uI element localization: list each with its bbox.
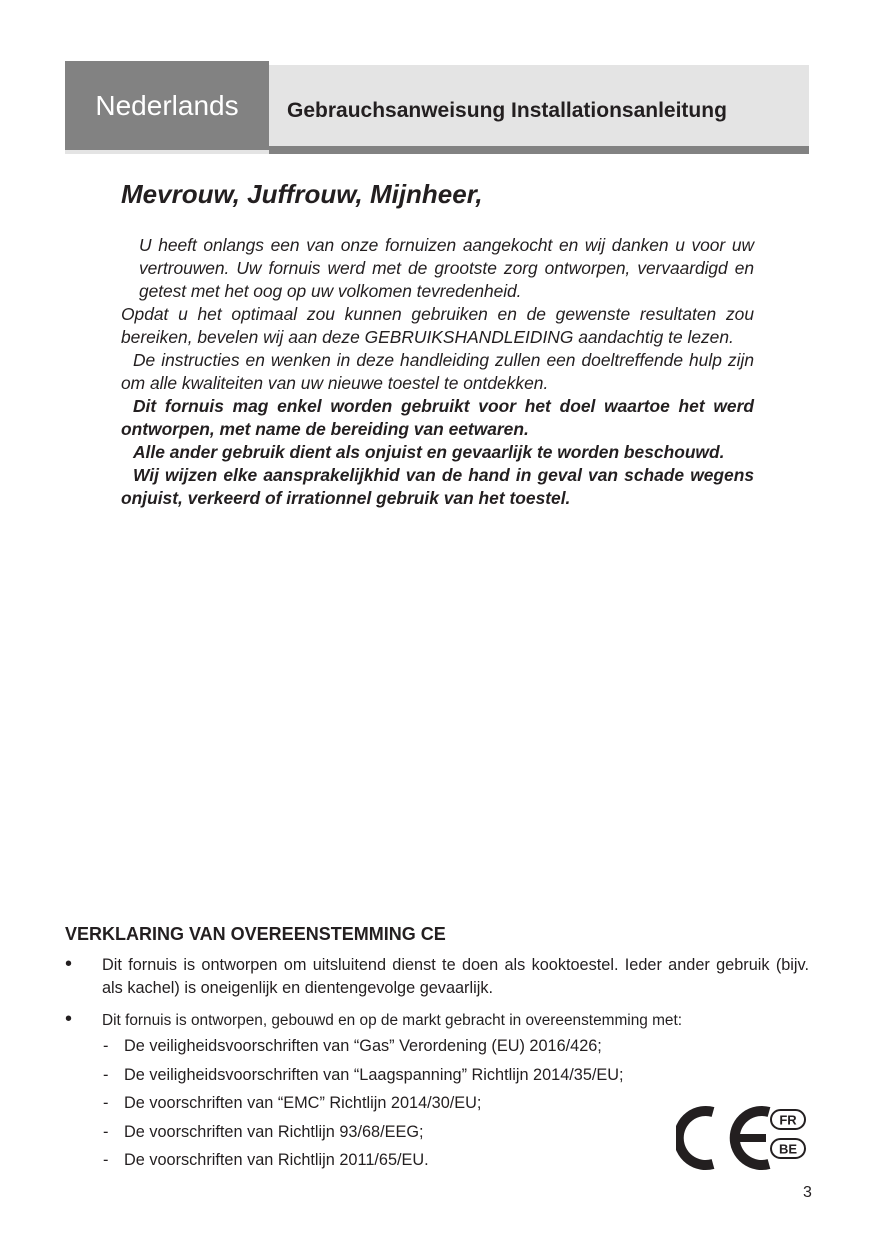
dash-icon: - [103,1122,109,1141]
intro-paragraph-4: Dit fornuis mag enkel worden gebruikt voor het doel waartoe het werd ontworpen, met name de bereiding van eetwaren. [121,396,754,439]
intro-paragraph-3: De instructies en wenken in deze handleiding zullen een doeltreffende hulp zijn om alle kwaliteiten van uw nieuwe toestel te ontdekken. [121,350,754,393]
intro-paragraph-1: U heeft onlangs een van onze fornuizen aangekocht en wij danken u voor uw vertrouwen. Uw fornuis werd met de grootste zorg ontworpen, vervaardigd en getest met het oog op uw volkomen tevredenheid. [139,235,754,301]
regulation-item [103,1032,624,1061]
dash-icon: - [103,1065,109,1084]
bullet-text: Dit fornuis is ontworpen, gebouwd en op de markt gebracht in overeenstemming met: [102,1012,683,1029]
regulation-text: De veiligheidsvoorschriften van “Laagspanning” Richtlijn 2014/35/EU; [124,1065,624,1084]
ce-letter-c [679,1111,713,1165]
regulation-text: De voorschriften van “EMC” Richtlijn 2014/30/EU; [124,1094,482,1112]
regulation-item [103,1061,624,1090]
dash-icon: - [103,1151,109,1169]
header-language-label: Nederlands [65,61,269,150]
greeting: Mevrouw, Juffrouw, Mijnheer, [121,179,483,209]
declaration-bullet [65,954,809,1000]
ce-mark-icon [676,1103,816,1173]
regulation-text: De voorschriften van Richtlijn 93/68/EEG; [124,1122,424,1141]
declaration-bullet [65,1009,809,1032]
dash-icon: - [103,1037,109,1055]
intro-paragraph-6: Wij wijzen elke aansprakelijkhid van de hand in geval van schade wegens onjuist, verkeerd of irrationnel gebruik van het toestel. [121,465,754,508]
intro-paragraph-5: Alle ander gebruik dient als onjuist en gevaarlijk te worden beschouwd. [133,442,725,462]
dash-icon: - [103,1094,109,1112]
declaration-title: VERKLARING VAN OVEREENSTEMMING CE [65,924,446,944]
bullet-text: Dit fornuis is ontworpen om uitsluitend dienst te doen als kooktoestel. Ieder ander gebruik (bijv. als kachel) is oneigenlijk en dientengevolge gevaarlijk. [102,956,809,997]
regulation-text: De voorschriften van Richtlijn 2011/65/EU. [124,1151,429,1169]
country-code-be: BE [778,1141,798,1157]
regulation-item [103,1089,624,1118]
intro-paragraph-2: Opdat u het optimaal zou kunnen gebruiken en de gewenste resultaten zou bereiken, bevelen wij aan deze GEBRUIKSHANDLEIDING aandachtig te lezen. [121,304,754,347]
page-number: 3 [803,1184,812,1201]
regulation-text: De veiligheidsvoorschriften van “Gas” Verordening (EU) 2016/426; [124,1037,602,1055]
bullet-icon: • [65,953,73,975]
bullet-icon: • [65,1008,73,1030]
header-title: Gebrauchsanweisung Installationsanleitung [287,99,727,122]
header-rule [269,146,809,154]
declaration-bullets [65,954,809,1032]
country-code-fr: FR [779,1112,797,1128]
regulation-list [103,1032,624,1175]
page-header [65,65,809,154]
regulation-item [103,1146,624,1175]
regulation-item [103,1118,624,1147]
intro-text [121,234,754,510]
